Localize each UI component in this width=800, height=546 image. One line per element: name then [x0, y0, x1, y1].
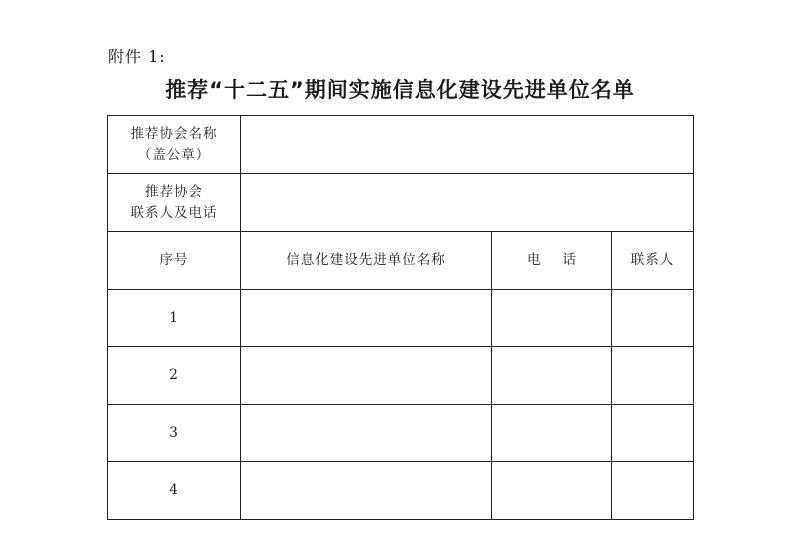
contact-cell[interactable]	[612, 347, 694, 405]
phone-cell[interactable]	[492, 405, 612, 462]
table-row	[108, 405, 694, 462]
unit-name-cell[interactable]	[241, 462, 492, 520]
header-phone	[492, 232, 612, 290]
association-name-field[interactable]	[241, 116, 694, 174]
header-phone-label: 电话	[527, 252, 598, 268]
unit-name-cell[interactable]	[241, 347, 492, 405]
attachment-label: 附件 1:	[108, 47, 166, 66]
row-index: 4	[108, 462, 241, 520]
phone-cell[interactable]	[492, 347, 612, 405]
unit-name-cell[interactable]	[241, 290, 492, 347]
association-name-label-line1: 推荐协会名称	[130, 125, 218, 142]
phone-cell[interactable]	[492, 290, 612, 347]
contact-label	[108, 174, 241, 232]
contact-cell[interactable]	[612, 405, 694, 462]
phone-cell[interactable]	[492, 462, 612, 520]
association-name-row	[108, 116, 694, 174]
contact-cell[interactable]	[612, 290, 694, 347]
header-contact: 联系人	[612, 232, 694, 290]
contact-field[interactable]	[241, 174, 694, 232]
row-index: 3	[108, 405, 241, 462]
row-index: 2	[108, 347, 241, 405]
header-unit-name: 信息化建设先进单位名称	[241, 232, 492, 290]
association-name-label	[108, 116, 241, 174]
unit-name-cell[interactable]	[241, 405, 492, 462]
contact-cell[interactable]	[612, 462, 694, 520]
header-row	[108, 232, 694, 290]
contact-row	[108, 174, 694, 232]
contact-label-line1: 推荐协会	[145, 183, 203, 200]
association-name-label-line2: （盖公章）	[137, 146, 211, 163]
header-index: 序号	[108, 232, 241, 290]
contact-label-line2: 联系人及电话	[130, 204, 218, 221]
table-row	[108, 462, 694, 520]
nomination-form-table	[107, 115, 694, 520]
row-index: 1	[108, 290, 241, 347]
table-row	[108, 347, 694, 405]
table-row	[108, 290, 694, 347]
page-title: 推荐“十二五”期间实施信息化建设先进单位名单	[165, 78, 635, 102]
